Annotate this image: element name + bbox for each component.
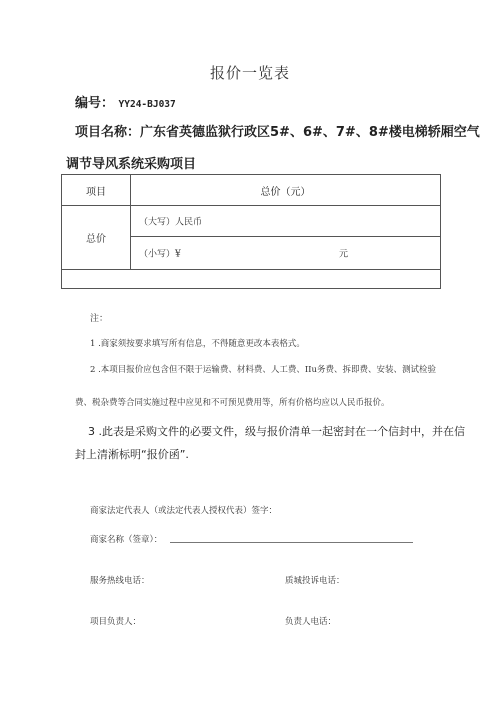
lowercase-label: （小写）¥ bbox=[139, 249, 181, 260]
header-total: 总价（元） bbox=[131, 175, 441, 206]
service-hotline-label: 服务热线电话： bbox=[90, 576, 150, 586]
quote-table bbox=[61, 174, 441, 289]
uppercase-label: （大写）人民币 bbox=[139, 217, 203, 228]
document-number-value: YY24-BJ037 bbox=[118, 99, 176, 110]
table-header-row bbox=[62, 175, 441, 206]
uppercase-cell[interactable] bbox=[131, 206, 441, 237]
complaint-phone-label: 质城投诉电话： bbox=[285, 576, 345, 586]
note-1: 1 .商家须按要求填写所有信息，不得随意更改本表格式。 bbox=[90, 339, 305, 349]
table-row-uppercase bbox=[62, 206, 441, 237]
merchant-name-underline[interactable] bbox=[170, 542, 413, 543]
legal-rep-signature-label: 商家法定代表人（或法定代表人授权代表）签字： bbox=[90, 506, 278, 516]
notes-heading: 注： bbox=[90, 314, 109, 324]
row-label-total: 总价 bbox=[62, 206, 131, 270]
table-row-empty bbox=[62, 270, 441, 289]
note-2-line1: 2 .本项目报价应包含但不限于运输费、材料费、人工费、IIu务费、拆即费、安装、测试检验 bbox=[90, 365, 437, 375]
empty-cell bbox=[62, 270, 441, 289]
note-3-line1: 3 .此表是采购文件的必要文件，级与报价清单一起密封在一个信封中，并在信 bbox=[88, 425, 465, 438]
merchant-name-label: 商家名称（签章）： bbox=[90, 535, 163, 545]
document-number-label: 编号： bbox=[75, 96, 115, 111]
note-2-line2: 费、税杂费等合同实施过程中应见和不可预见费用等，所有价格均应以人民币报价。 bbox=[75, 398, 390, 408]
header-item: 项目 bbox=[62, 175, 131, 206]
document-number bbox=[75, 92, 176, 111]
lowercase-cell[interactable] bbox=[131, 237, 441, 270]
note-3-line2: 封上清淅标明“报价函”. bbox=[75, 448, 189, 461]
document-title: 报价一览表 bbox=[209, 64, 290, 82]
project-manager-label: 项目负责人： bbox=[90, 617, 142, 627]
currency-unit: 元 bbox=[339, 249, 349, 260]
project-name-line1: 项目名称：广东省英德监狱行政区5#、6#、7#、8#楼电梯轿厢空气 bbox=[75, 125, 480, 140]
manager-phone-label: 负责人电话： bbox=[285, 617, 337, 627]
project-name-line2: 调节导风系统采购项目 bbox=[66, 157, 197, 172]
